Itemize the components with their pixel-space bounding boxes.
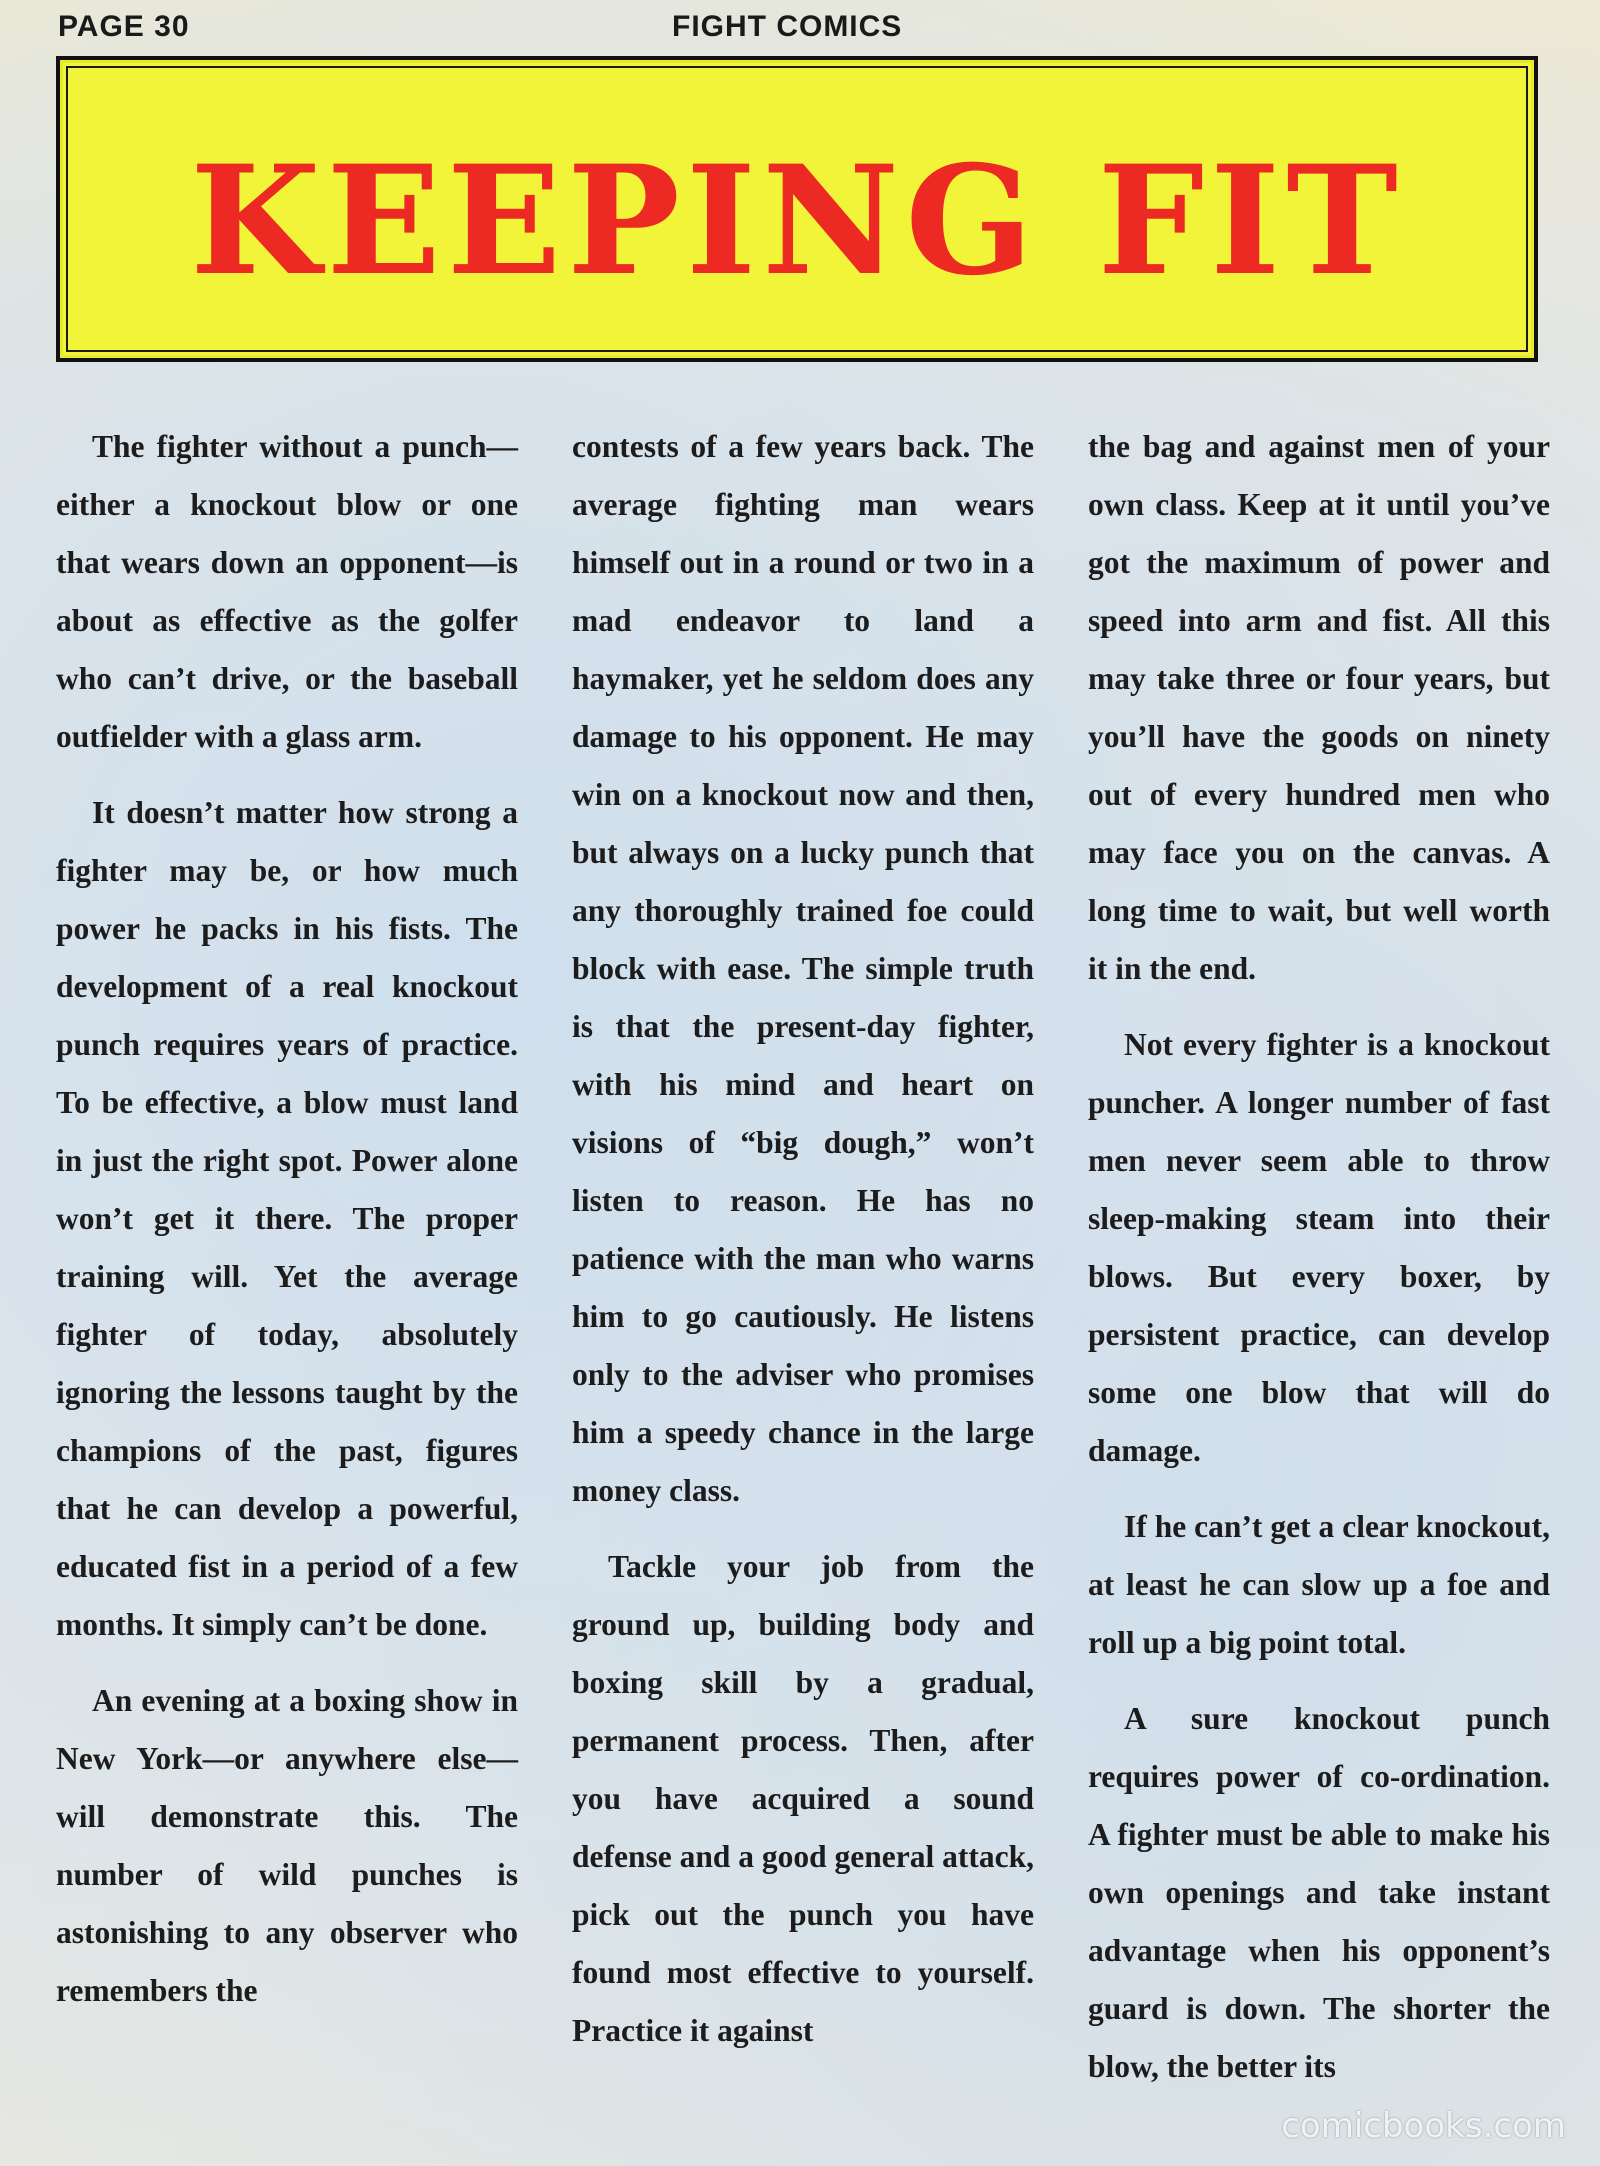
paragraph: Tackle your job from the ground up, building body and boxing skill by a gradual, permanent process. Then, after you have acquired a sound defense and a good general attack, pick out the punch you have found most effective to yourself. Practice it against	[572, 1549, 1034, 2048]
text-column-2	[572, 418, 1034, 2078]
paragraph: Not every fighter is a knockout puncher. A longer number of fast men never seem able to throw sleep-making steam into their blows. But every boxer, by persistent practice, can develop some one blow that will do damage.	[1088, 1027, 1550, 1468]
paragraph: If he can’t get a clear knockout, at least he can slow up a foe and roll up a big point total.	[1088, 1509, 1550, 1660]
article-title: KEEPING FIT	[190, 133, 1404, 309]
page-number: PAGE 30	[58, 10, 190, 43]
paragraph: The fighter without a punch—either a knockout blow or one that wears down an opponent—is about as effective as the golfer who can’t drive, or the baseball outfielder with a glass arm.	[56, 429, 518, 754]
text-column-3	[1088, 418, 1550, 2114]
title-banner	[56, 56, 1538, 362]
paragraph: An evening at a boxing show in New York—or anywhere else—will demonstrate this. The number of wild punches is astonishing to any observer who remembers the	[56, 1683, 518, 2008]
watermark: comicbooks.com	[1281, 2106, 1566, 2146]
paragraph: A sure knockout punch requires power of co-ordination. A fighter must be able to make his own openings and take instant advantage when his opponent’s guard is down. The shorter the blow, the better its	[1088, 1701, 1550, 2084]
paragraph: It doesn’t matter how strong a fighter may be, or how much power he packs in his fists. The development of a real knockout punch requires years of practice. To be effective, a blow must land in just the right spot. Power alone won’t get it there. The proper training will. Yet the average fighter of today, absolutely ignoring the lessons taught by the champions of the past, figures that he can develop a powerful, educated fist in a period of a few months. It simply can’t be done.	[56, 795, 518, 1642]
text-column-1	[56, 418, 518, 2038]
paragraph: contests of a few years back. The average fighting man wears himself out in a round or two in a mad endeavor to land a haymaker, yet he seldom does any damage to his opponent. He may win on a knockout now and then, but always on a lucky punch that any thoroughly trained foe could block with ease. The simple truth is that the present-day fighter, with his mind and heart on visions of “big dough,” won’t listen to reason. He has no patience with the man who warns him to go cautiously. He listens only to the adviser who promises him a speedy chance in the large money class.	[572, 429, 1034, 1508]
paragraph: the bag and against men of your own class. Keep at it until you’ve got the maximum of power and speed into arm and fist. All this may take three or four years, but you’ll have the goods on ninety out of every hundred men who may face you on the canvas. A long time to wait, but well worth it in the end.	[1088, 429, 1550, 986]
page-header	[0, 4, 1600, 50]
magazine-title: FIGHT COMICS	[672, 10, 903, 43]
